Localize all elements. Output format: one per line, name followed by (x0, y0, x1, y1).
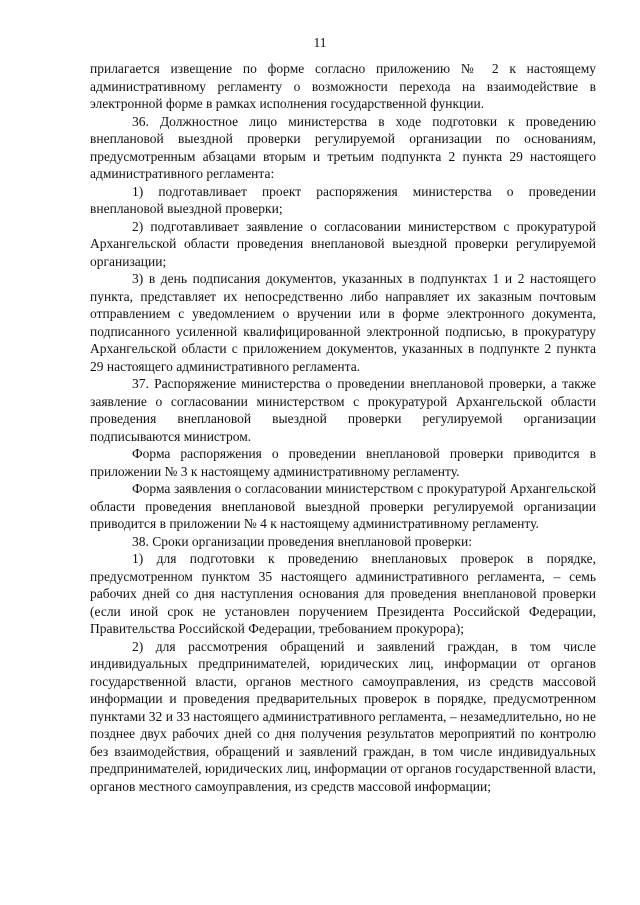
paragraph-order-form: Форма распоряжения о проведении внеплановой проверки приводится в приложении № 3 к настоящему административному регламенту. (90, 446, 596, 479)
paragraph-item-36-2: 2) подготавливает заявление о согласовании министерством с прокуратурой Архангельской области проведения внеплановой выездной проверки регулируемой организации; (90, 218, 596, 269)
paragraph-item-36-1: 1) подготавливает проект распоряжения министерства о проведении внеплановой выездной проверки; (90, 183, 596, 216)
paragraph-item-37: 37. Распоряжение министерства о проведении внеплановой проверки, а также заявление о согласовании министерством с прокуратурой Архангельской области проведения внеплановой выездной проверки регулируемой организации подписываются министром. (90, 376, 596, 444)
page-number: 11 (313, 35, 327, 50)
paragraph-item-38-1: 1) для подготовки к проведению внеплановых проверок в порядке, предусмотренном пунктом 35 настоящего административного регламента, – семь рабочих дней со дня наступления основания для проведения внеплановой проверки (если иной срок не установлен поручением Президента Российской Федерации, Правительства Российской Федерации, требованием прокурора); (90, 551, 596, 636)
paragraph-item-38-2: 2) для рассмотрения обращений и заявлений граждан, в том числе индивидуальных предпринимателей, юридических лиц, информации от органов государственной власти, органов местного самоуправления, из средств массовой информации и проведения предварительных проверок в порядке, предусмотренном пунктами 32 и 33 настоящего административного регламента, – незамедлительно, но не позднее двух рабочих дней со дня получения результатов мероприятий по контролю без взаимодействия, обращений и заявлений граждан, в том числе индивидуальных предпринимателей, юридических лиц, информации от органов государственной власти, органов местного самоуправления, из средств массовой информации; (90, 638, 596, 794)
paragraph-item-36-3: 3) в день подписания документов, указанных в подпунктах 1 и 2 настоящего пункта, представляет их непосредственно либо направляет их заказным почтовым отправлением с уведомлением о вручении или в форме электронного документа, подписанного усиленной квалифицированной электронной подписью, в прокуратуру Архангельской области с приложением документов, указанных в подпункте 2 пункта 29 настоящего административного регламента. (90, 271, 596, 374)
document-body (90, 60, 596, 795)
paragraph-item-38: 38. Сроки организации проведения внеплановой проверки: (132, 533, 472, 549)
paragraph-item-36: 36. Должностное лицо министерства в ходе подготовки к проведению внеплановой выездной проверки регулируемой организации по основаниям, предусмотренным абзацами вторым и третьим подпункта 2 пункта 29 настоящего административного регламента: (90, 113, 596, 181)
paragraph-application-form: Форма заявления о согласовании министерством с прокуратурой Архангельской области проведения внеплановой выездной проверки регулируемой организации приводится в приложении № 4 к настоящему административному регламенту. (90, 481, 596, 531)
paragraph-continuation: прилагается извещение по форме согласно приложению № 2 к настоящему административному регламенту о возможности перехода на взаимодействие в электронной форме в рамках исполнения государственной функции. (90, 61, 596, 111)
